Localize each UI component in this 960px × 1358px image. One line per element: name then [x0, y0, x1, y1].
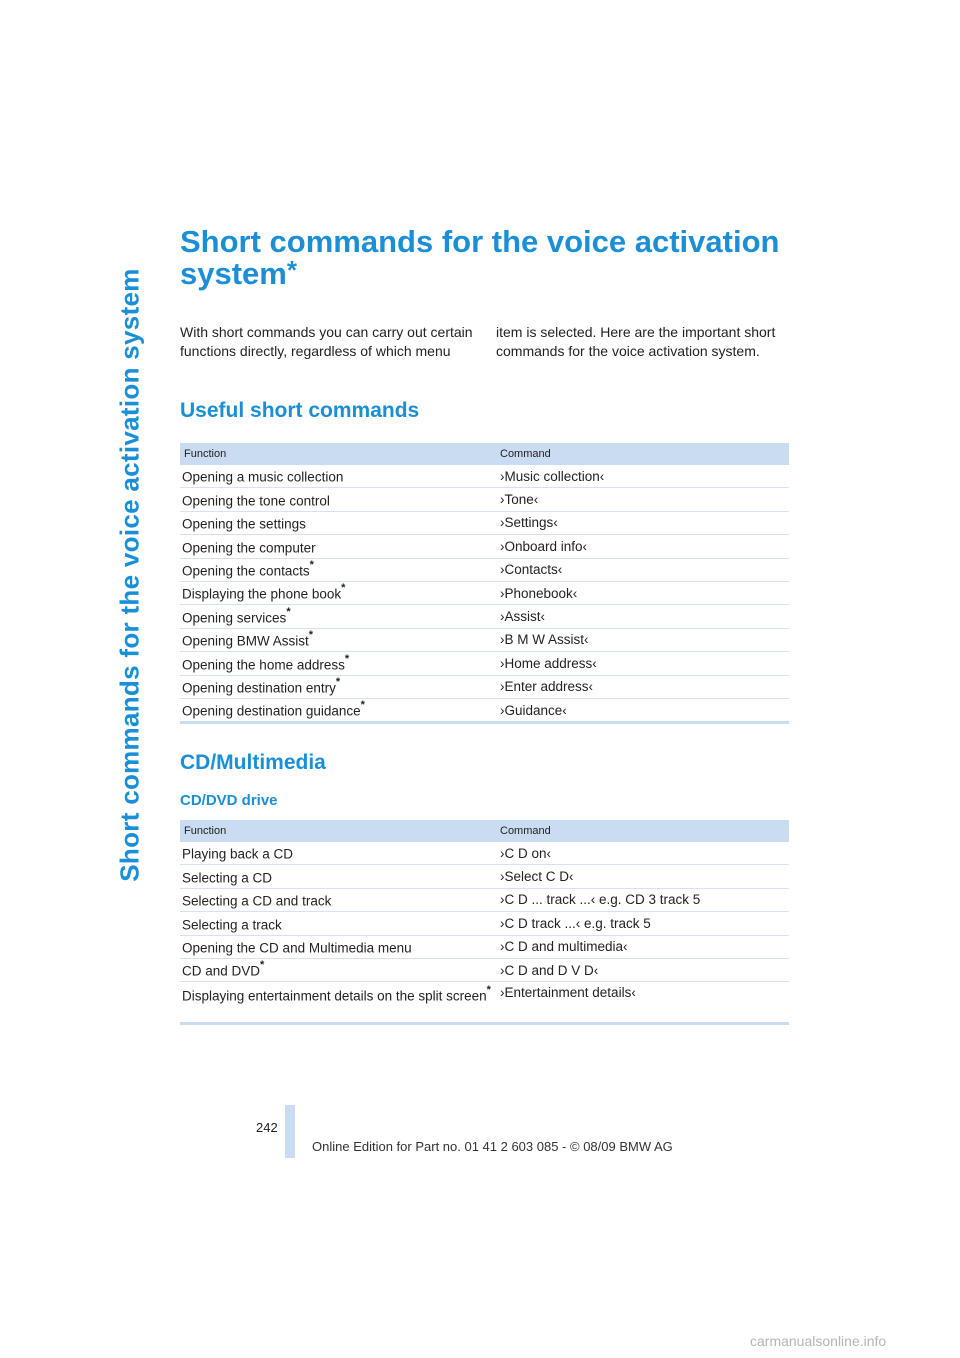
function-cell	[180, 652, 500, 675]
table-row	[180, 488, 789, 511]
command-cell: ›Guidance‹	[500, 698, 789, 722]
column-header-command: Command	[500, 443, 789, 465]
function-cell	[180, 465, 500, 488]
side-chapter-title	[100, 0, 160, 1358]
function-cell	[180, 865, 500, 888]
table-row	[180, 958, 789, 981]
command-cell: ›C D track ...‹ e.g. track 5	[500, 912, 789, 935]
table-row	[180, 558, 789, 581]
table-row	[180, 982, 789, 1024]
command-cell: ›C D and D V D‹	[500, 958, 789, 981]
command-cell: ›B M W Assist‹	[500, 628, 789, 651]
section-heading-cd-multimedia: CD/Multimedia	[180, 751, 326, 774]
function-text: Opening the CD and Multimedia menu	[182, 940, 412, 956]
command-cell: ›Contacts‹	[500, 558, 789, 581]
column-header-function: Function	[180, 443, 500, 465]
table-row	[180, 842, 789, 865]
table-row	[180, 912, 789, 935]
function-text: Opening a music collection	[182, 469, 344, 485]
footer-text: Online Edition for Part no. 01 41 2 603 085 - © 08/09 BMW AG	[312, 1139, 673, 1154]
table-row	[180, 652, 789, 675]
table-row	[180, 465, 789, 488]
cd-dvd-commands-table	[180, 820, 789, 1025]
subsection-heading-cd-dvd-drive: CD/DVD drive	[180, 792, 278, 809]
optional-equipment-star: *	[260, 959, 265, 972]
optional-equipment-star: *	[360, 699, 365, 712]
function-cell	[180, 511, 500, 534]
function-text: Displaying the phone book	[182, 586, 342, 602]
function-text: Opening the computer	[182, 540, 316, 556]
function-cell	[180, 581, 500, 604]
function-text: Selecting a track	[182, 917, 282, 933]
function-cell	[180, 888, 500, 911]
footer-bar	[285, 1105, 295, 1158]
optional-equipment-star: *	[486, 984, 491, 997]
function-cell	[180, 958, 500, 981]
section-heading-useful-short-commands: Useful short commands	[180, 399, 420, 422]
function-text: Selecting a CD and track	[182, 893, 332, 909]
page-title-text: Short commands for the voice activation system	[180, 224, 780, 291]
function-cell	[180, 912, 500, 935]
function-text: Opening the contacts	[182, 563, 310, 579]
function-text: Opening the tone control	[182, 493, 330, 509]
table-row	[180, 535, 789, 558]
function-cell	[180, 488, 500, 511]
command-cell: ›Tone‹	[500, 488, 789, 511]
table-header-row	[180, 443, 789, 465]
function-cell	[180, 842, 500, 865]
command-cell: ›Phonebook‹	[500, 581, 789, 604]
page-title	[180, 226, 800, 290]
optional-equipment-star: *	[341, 582, 346, 595]
function-text: Opening the settings	[182, 516, 306, 532]
command-cell: ›Settings‹	[500, 511, 789, 534]
table-header-row	[180, 820, 789, 842]
function-text: Selecting a CD	[182, 870, 273, 886]
page-number: 242	[256, 1120, 278, 1135]
useful-commands-table	[180, 443, 789, 724]
column-header-function: Function	[180, 820, 500, 842]
optional-equipment-star: *	[309, 559, 314, 571]
command-cell: ›Enter address‹	[500, 675, 789, 698]
function-text: CD and DVD	[182, 963, 261, 979]
optional-equipment-star: *	[286, 605, 291, 618]
table-row	[180, 605, 789, 628]
function-cell	[180, 558, 500, 581]
command-cell: ›Assist‹	[500, 605, 789, 628]
watermark: carmanualsonline.info	[750, 1333, 887, 1349]
function-text: Opening destination entry	[182, 680, 336, 696]
function-cell	[180, 675, 500, 698]
command-cell: ›C D on‹	[500, 842, 789, 865]
function-text: Opening services	[182, 610, 287, 626]
command-cell: ›Entertainment details‹	[500, 982, 789, 1024]
command-cell: ›C D and multimedia‹	[500, 935, 789, 958]
function-text: Displaying entertainment details on the split screen	[182, 988, 487, 1004]
optional-equipment-star: *	[335, 675, 341, 688]
function-cell	[180, 982, 500, 1024]
function-cell	[180, 698, 500, 722]
function-text: Opening destination guidance	[182, 703, 361, 719]
table-row	[180, 935, 789, 958]
column-header-command: Command	[500, 820, 789, 842]
function-cell	[180, 935, 500, 958]
optional-equipment-star: *	[286, 255, 297, 285]
command-cell: ›Home address‹	[500, 652, 789, 675]
optional-equipment-star: *	[344, 652, 350, 665]
table-row	[180, 628, 789, 651]
intro-text-right: item is selected. Here are the important short commands for the voice activation system.	[496, 324, 776, 359]
function-text: Opening BMW Assist	[182, 633, 309, 649]
side-chapter-title-text: Short commands for the voice activation system	[114, 268, 145, 882]
optional-equipment-star: *	[308, 629, 314, 642]
command-cell: ›C D ... track ...‹ e.g. CD 3 track 5	[500, 888, 789, 911]
command-cell: ›Music collection‹	[500, 465, 789, 488]
table-row	[180, 888, 789, 911]
command-cell: ›Onboard info‹	[500, 535, 789, 558]
command-cell: ›Select C D‹	[500, 865, 789, 888]
function-text: Playing back a CD	[182, 846, 294, 862]
function-cell	[180, 628, 500, 651]
function-cell	[180, 605, 500, 628]
function-cell	[180, 535, 500, 558]
table-row	[180, 698, 789, 722]
table-row	[180, 581, 789, 604]
function-text: Opening the home address	[182, 657, 345, 673]
intro-text-left: With short commands you can carry out certain functions directly, regardless of which menu	[180, 324, 473, 359]
table-row	[180, 865, 789, 888]
table-row	[180, 675, 789, 698]
table-row	[180, 511, 789, 534]
